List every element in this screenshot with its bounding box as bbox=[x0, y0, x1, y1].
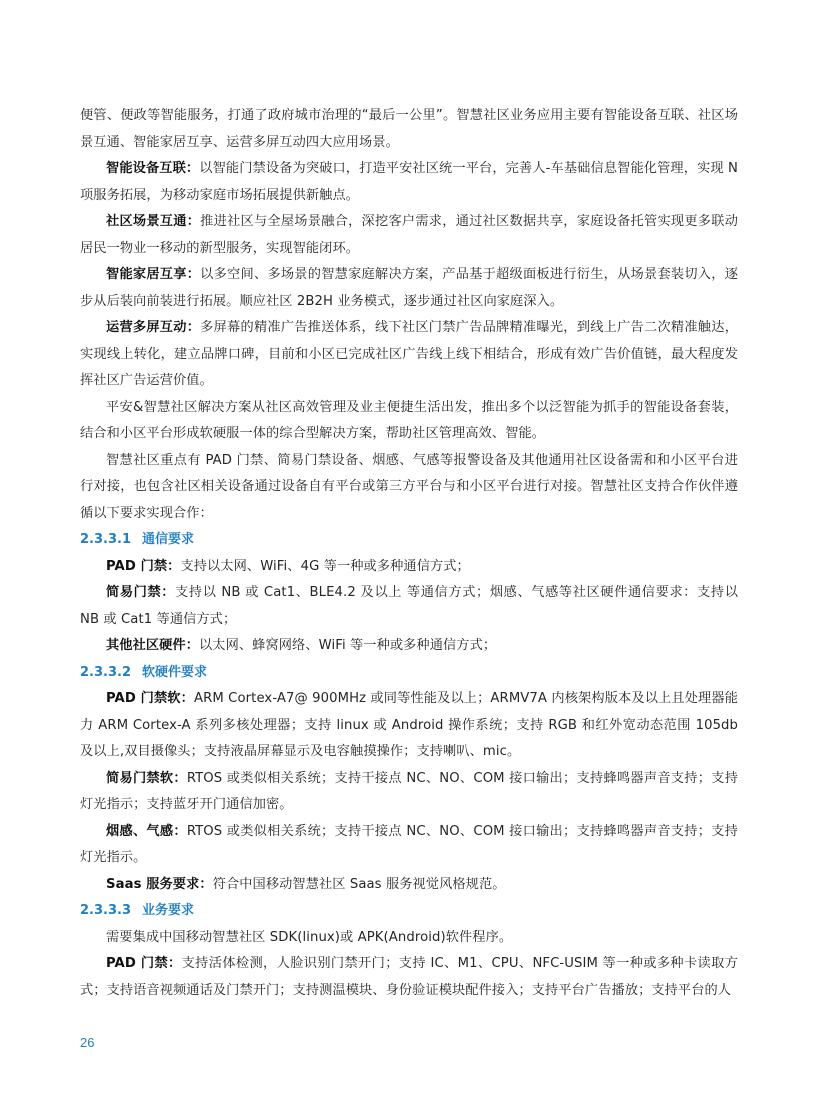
paragraph-pad-comm bbox=[80, 554, 738, 581]
paragraph-text: 以太网、蜂窝网络、WiFi 等一种或多种通信方式； bbox=[199, 638, 497, 653]
paragraph-saas bbox=[80, 872, 738, 899]
section-number: 2.3.3.2 bbox=[80, 664, 131, 680]
term-label: Saas 服务要求： bbox=[106, 876, 213, 892]
paragraph-solution: 平安&智慧社区解决方案从社区高效管理及业主便捷生活出发，推出多个以泛智能为抓手的智能设备套装，结合和小区平台形成软硬服一体的综合型解决方案，帮助社区管理高效、智能。 bbox=[80, 399, 738, 441]
paragraph-smart-home bbox=[80, 262, 738, 315]
paragraph-multiscreen bbox=[80, 315, 738, 395]
paragraph-text: 支持以 NB 或 Cat1、BLE4.2 及以上 等通信方式；烟感、气感等社区硬件通信要求：支持以 NB 或 Cat1 等通信方式； bbox=[80, 585, 738, 627]
paragraph-other-comm bbox=[80, 633, 738, 660]
term-label: PAD 门禁： bbox=[106, 558, 181, 574]
paragraph-device-interconnect bbox=[80, 156, 738, 209]
paragraph-simple-comm bbox=[80, 580, 738, 633]
section-heading-business bbox=[80, 898, 738, 925]
section-title: 通信要求 bbox=[142, 532, 195, 547]
term-label: 简易门禁： bbox=[106, 585, 176, 600]
term-label: 运营多屏互动： bbox=[106, 320, 201, 335]
section-heading-communication bbox=[80, 527, 738, 554]
section-title: 软硬件要求 bbox=[142, 664, 208, 680]
term-label: 智能家居互享： bbox=[106, 267, 201, 282]
paragraph-intro-scenarios: 便管、便政等智能服务，打通了政府城市治理的“最后一公里”。智慧社区业务应用主要有智能设备互联、社区场景互通、智能家居互享、运营多屏互动四大应用场景。 bbox=[80, 108, 738, 150]
term-label: 烟感、气感： bbox=[106, 823, 187, 839]
term-label: 社区场景互通： bbox=[106, 214, 201, 229]
paragraph-simple-hw bbox=[80, 766, 738, 819]
paragraph-cooperation: 智慧社区重点有 PAD 门禁、简易门禁设备、烟感、气感等报警设备及其他通用社区设备需和和小区平台进行对接，也包含社区相关设备通过设备自有平台或第三方平台与和小区平台进行对接。智慧社区支持合作伙伴遵循以下要求实现合作： bbox=[80, 452, 738, 521]
section-number: 2.3.3.3 bbox=[80, 903, 131, 918]
paragraph-sdk: 需要集成中国移动智慧社区 SDK(linux)或 APK(Android)软件程序。 bbox=[106, 929, 513, 945]
paragraph-pad-business bbox=[80, 951, 738, 1004]
page-number: 26 bbox=[80, 1035, 95, 1050]
paragraph-text: 以多空间、多场景的智慧家庭解决方案，产品基于超级面板进行衍生，从场景套装切入，逐步从后装向前装进行拓展。顺应社区 2B2H 业务模式，逐步通过社区向家庭深入。 bbox=[80, 267, 738, 309]
paragraph-text: RTOS 或类似相关系统；支持干接点 NC、NO、COM 接口输出；支持蜂鸣器声音支持；支持灯光指示；支持蓝牙开门通信加密。 bbox=[80, 770, 738, 812]
paragraph-text: RTOS 或类似相关系统；支持干接点 NC、NO、COM 接口输出；支持蜂鸣器声音支持；支持灯光指示。 bbox=[80, 823, 738, 865]
section-title: 业务要求 bbox=[142, 903, 195, 918]
term-label: 简易门禁软： bbox=[106, 770, 187, 786]
paragraph-text: 多屏幕的精准广告推送体系，线下社区门禁广告品牌精准曝光，到线上广告二次精准触达，实现线上转化，建立品牌口碑，目前和小区已完成社区广告线上线下相结合，形成有效广告价值链，最大程度发挥社区广告运营价值。 bbox=[80, 320, 738, 388]
paragraph-text: 推进社区与全屋场景融合，深挖客户需求，通过社区数据共享，家庭设备托管实现更多联动居民一物业一移动的新型服务，实现智能闭环。 bbox=[80, 214, 738, 256]
paragraph-text: 支持以太网、WiFi、4G 等一种或多种通信方式； bbox=[180, 558, 470, 574]
paragraph-text: 支持活体检测，人脸识别门禁开门；支持 IC、M1、CPU、NFC-USIM 等一种或多种卡读取方式；支持语音视频通话及门禁开门；支持测温模块、身份验证模块配件接入；支持平台广告播放；支持平台的人 bbox=[80, 956, 738, 998]
paragraph-text: ARM Cortex-A7@ 900MHz 或同等性能及以上；ARMV7A 内核架构版本及以上且处理器能力 ARM Cortex-A 系列多核处理器；支持 linux 或 Android 操作系统；支持 RGB 和红外宽动态范围 105db 及以上,双目摄像头；支持液晶屏幕显示及电容触摸操作；支持喇叭、mic。 bbox=[80, 691, 738, 759]
section-heading-hardware bbox=[80, 660, 738, 687]
paragraph-text: 以智能门禁设备为突破口，打造平安社区统一平台，完善人-车基础信息智能化管理，实现 N 项服务拓展，为移动家庭市场拓展提供新触点。 bbox=[80, 161, 739, 203]
term-label: PAD 门禁软： bbox=[106, 691, 194, 706]
paragraph-scene-interop bbox=[80, 209, 738, 262]
paragraph-pad-hw bbox=[80, 686, 738, 766]
term-label: 智能设备互联： bbox=[106, 161, 200, 176]
paragraph-smoke-gas-hw bbox=[80, 819, 738, 872]
term-label: PAD 门禁： bbox=[106, 956, 182, 971]
paragraph-text: 符合中国移动智慧社区 Saas 服务视觉风格规范。 bbox=[212, 876, 506, 892]
document-page bbox=[80, 103, 738, 1004]
section-number: 2.3.3.1 bbox=[80, 532, 131, 547]
term-label: 其他社区硬件： bbox=[106, 638, 200, 653]
